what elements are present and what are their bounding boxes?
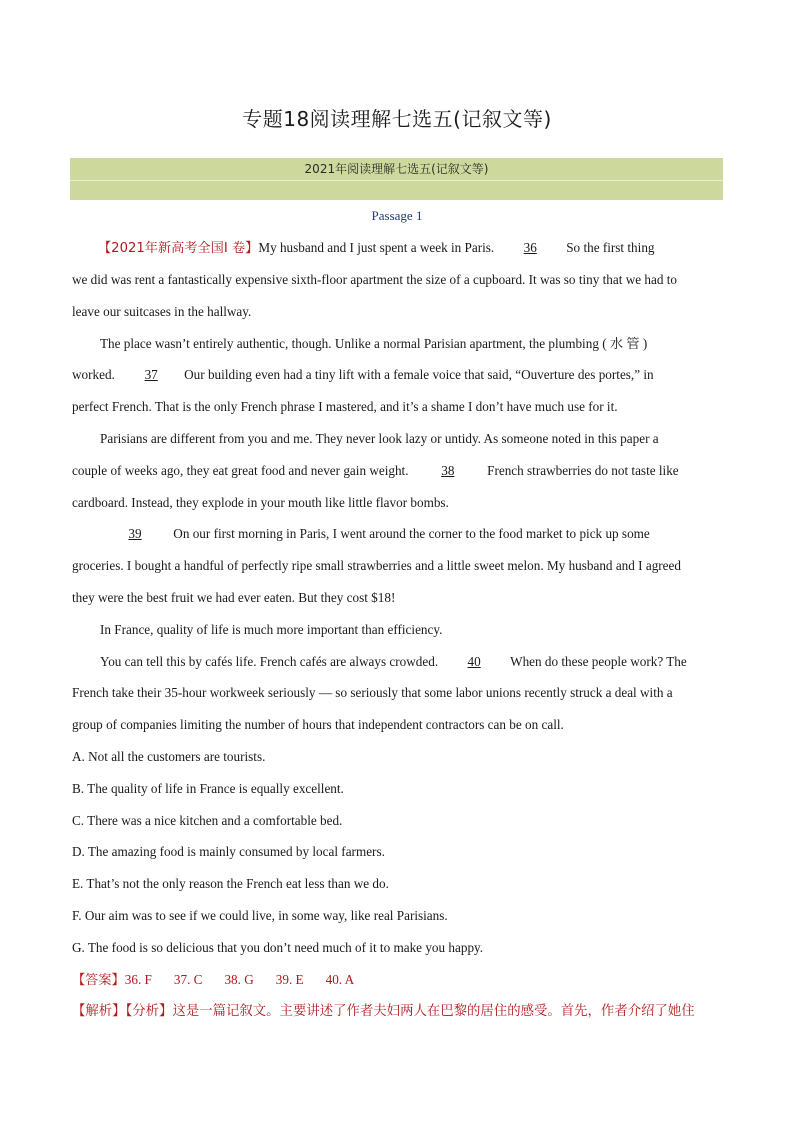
option-f: F. Our aim was to see if we could live, in some way, like real Parisians. <box>72 908 448 923</box>
paragraph-2-line-1: The place wasn’t entirely authentic, though. Unlike a normal Parisian apartment, the plumbing ( 水 管 ) <box>100 336 648 351</box>
text: French strawberries do not taste like <box>487 463 679 478</box>
blank-36: 36 <box>523 240 537 255</box>
analysis-text: 这是一篇记叙文。主要讲述了作者夫妇两人在巴黎的居住的感受。首先，作者介绍了她住 <box>172 1004 695 1019</box>
text: worked. <box>72 367 115 382</box>
answer-label: 【答案】 <box>72 973 125 988</box>
paragraph-4-line-3: they were the best fruit we had ever eaten. But they cost $18! <box>72 590 396 605</box>
answer-item: 37. C <box>173 972 203 987</box>
option-b: B. The quality of life in France is equally excellent. <box>72 781 344 796</box>
blank-38: 38 <box>441 463 455 478</box>
section-banner <box>70 158 723 200</box>
option-e: E. That’s not the only reason the French eat less than we do. <box>72 876 389 891</box>
paragraph-6-line-1 <box>100 653 687 671</box>
blank-40: 40 <box>467 654 481 669</box>
blank-37: 37 <box>144 367 158 382</box>
answer-item: 38. G <box>224 972 254 987</box>
paragraph-3-line-2 <box>72 462 679 480</box>
source-tag: 【2021年新高考全国Ⅰ 卷】 <box>98 241 259 256</box>
text: Our building even had a tiny lift with a female voice that said, “Ouverture des portes,” in <box>184 367 654 382</box>
paragraph-6-line-3: group of companies limiting the number of hours that independent contractors can be on call. <box>72 717 564 732</box>
paragraph-6-line-2: French take their 35-hour workweek seriously — so seriously that some labor unions recently struck a deal with a <box>72 685 673 700</box>
document-title: 专题18阅读理解七选五(记叙文等) <box>242 107 552 131</box>
option-d: D. The amazing food is mainly consumed by local farmers. <box>72 844 385 859</box>
paragraph-1-line-2: we did was rent a fantastically expensive sixth-floor apartment the size of a cupboard. It was so tiny that we had to <box>72 272 677 287</box>
answer-line <box>72 971 354 990</box>
text: On our first morning in Paris, I went around the corner to the food market to pick up some <box>173 526 650 541</box>
paragraph-2-line-2 <box>72 366 654 384</box>
text: You can tell this by cafés life. French cafés are always crowded. <box>100 654 439 669</box>
analysis-line <box>72 1003 695 1021</box>
paragraph-1-line-3: leave our suitcases in the hallway. <box>72 304 252 319</box>
paragraph-3-line-1: Parisians are different from you and me. They never look lazy or untidy. As someone noted in this paper a <box>100 431 659 446</box>
answer-item: 40. A <box>325 972 355 987</box>
text: My husband and I just spent a week in Paris. <box>258 240 495 255</box>
option-g: G. The food is so delicious that you don’t need much of it to make you happy. <box>72 940 484 955</box>
paragraph-5-line-1: In France, quality of life is much more important than efficiency. <box>100 622 443 637</box>
paragraph-1-line-1 <box>98 239 655 258</box>
section-banner-text: 2021年阅读理解七选五(记叙文等) <box>70 158 723 181</box>
text: When do these people work? The <box>510 654 687 669</box>
answer-item: 36. F <box>124 972 152 987</box>
option-c: C. There was a nice kitchen and a comfortable bed. <box>72 813 343 828</box>
analysis-label: 【解析】【分析】 <box>72 1004 173 1019</box>
answer-item: 39. E <box>275 972 304 987</box>
text: couple of weeks ago, they eat great food and never gain weight. <box>72 463 409 478</box>
text: So the first thing <box>566 240 655 255</box>
paragraph-4-line-2: groceries. I bought a handful of perfectly ripe small strawberries and a little sweet melon. My husband and I agreed <box>72 558 681 573</box>
option-a: A. Not all the customers are tourists. <box>72 749 266 764</box>
passage-label: Passage 1 <box>371 208 423 223</box>
blank-39: 39 <box>128 526 142 541</box>
paragraph-2-line-3: perfect French. That is the only French phrase I mastered, and it’s a shame I don’t have much use for it. <box>72 399 618 414</box>
paragraph-4-line-1 <box>100 525 650 543</box>
paragraph-3-line-3: cardboard. Instead, they explode in your mouth like little flavor bombs. <box>72 495 449 510</box>
